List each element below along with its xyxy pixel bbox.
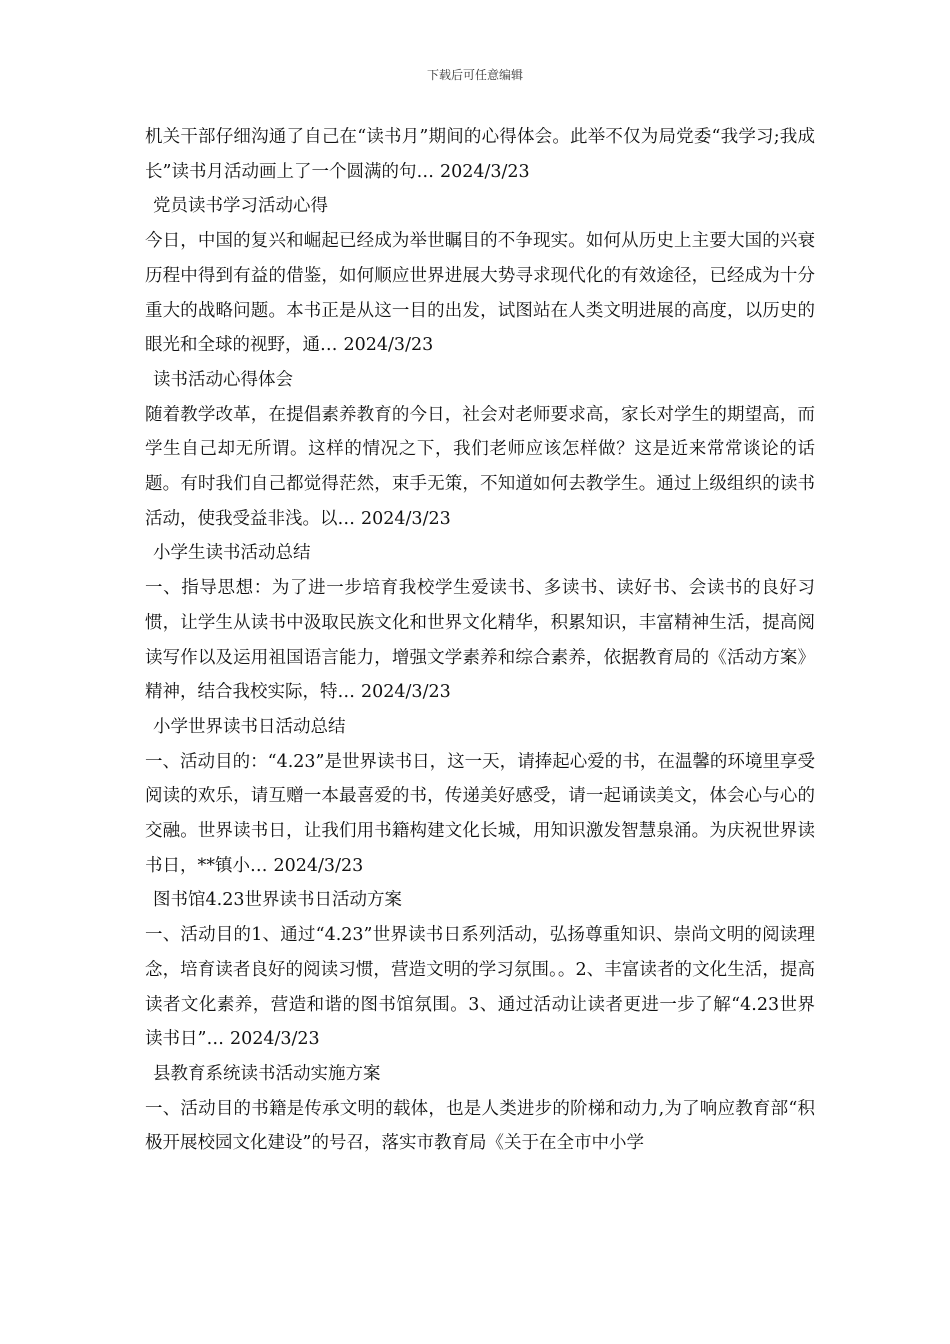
article-summary — [145, 1092, 815, 1161]
intro-paragraph — [145, 120, 815, 189]
article-body: 一、活动目的：“4.23”是世界读书日，这一天，请捧起心爱的书，在温馨的环境里享受阅读的欢乐，请互赠一本最喜爱的书，传递美好感受，请一起诵读美文，体会心与心的交融。世界读书日，让我们用书籍构建文化长城，用知识激发智慧泉涌。为庆祝世界读书日，**镇小… — [145, 751, 815, 876]
article-title: 小学生读书活动总结 — [153, 543, 311, 564]
article-summary — [145, 571, 815, 710]
article-title: 图书馆4.23世界读书日活动方案 — [153, 890, 402, 911]
article-title: 县教育系统读书活动实施方案 — [153, 1063, 381, 1084]
article-date: 2024/3/23 — [343, 335, 434, 356]
article-date: 2024/3/23 — [273, 855, 364, 876]
article-body: 一、指导思想：为了进一步培育我校学生爱读书、多读书、读好书、会读书的良好习惯，让学生从读书中汲取民族文化和世界文化精华，积累知识，丰富精神生活，提高阅读写作以及运用祖国语言能力，增强文学素养和综合素养，依据教育局的《活动方案》精神，结合我校实际，特… — [145, 578, 815, 703]
article-date: 2024/3/23 — [361, 682, 451, 703]
article-body: 一、活动目的书籍是传承文明的载体，也是人类进步的阶梯和动力,为了响应教育部“积极开展校园文化建设”的号召，落实市教育局《关于在全市中小学 — [145, 1098, 815, 1154]
page-header: 下载后可任意编辑 — [426, 68, 523, 82]
intro-date: 2024/3/23 — [439, 161, 530, 182]
article-body: 随着教学改革，在提倡素养教育的今日，社会对老师要求高，家长对学生的期望高，而学生自己却无所谓。这样的情况之下，我们老师应该怎样做？这是近来常常谈论的话题。有时我们自己都觉得茫然，束手无策，不知道如何去教学生。通过上级组织的读书活动，使我受益非浅。以… — [145, 404, 815, 529]
intro-body: 机关干部仔细沟通了自己在“读书月”期间的心得体会。此举不仅为局党委“我学习;我成长”读书月活动画上了一个圆满的句… — [145, 127, 815, 182]
article-date: 2024/3/23 — [229, 1029, 320, 1050]
article-body: 今日，中国的复兴和崛起已经成为举世瞩目的不争现实。如何从历史上主要大国的兴衰历程中得到有益的借鉴，如何顺应世界进展大势寻求现代化的有效途径，已经成为十分重大的战略问题。本书正是从这一目的出发，试图站在人类文明进展的高度，以历史的眼光和全球的视野，通… — [145, 231, 815, 356]
article-summary — [145, 745, 815, 884]
article-title: 党员读书学习活动心得 — [153, 196, 328, 217]
article-summary — [145, 398, 815, 537]
article-summary — [145, 224, 815, 363]
article-summary — [145, 918, 815, 1057]
article-title: 小学世界读书日活动总结 — [153, 716, 346, 737]
document-content — [145, 120, 815, 1161]
article-body: 一、活动目的1、通过“4.23”世界读书日系列活动，弘扬尊重知识、崇尚文明的阅读理念，培育读者良好的阅读习惯，营造文明的学习氛围。。2、丰富读者的文化生活，提高读者文化素养，营造和谐的图书馆氛围。3、通过活动让读者更进一步了解“4.23世界读书日”… — [145, 925, 815, 1050]
article-date: 2024/3/23 — [361, 508, 451, 529]
article-title: 读书活动心得体会 — [153, 369, 293, 390]
